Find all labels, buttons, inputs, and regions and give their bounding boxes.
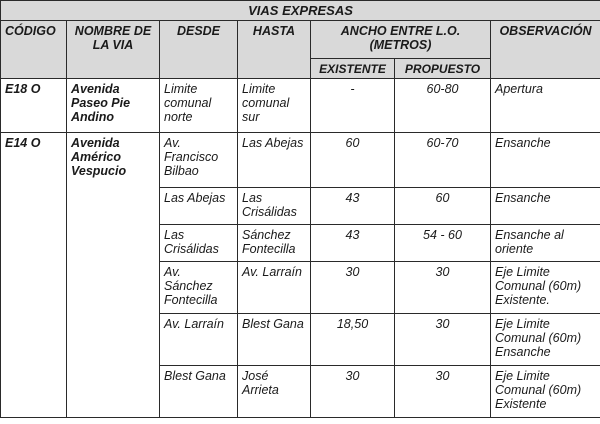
cell-existente: 43 bbox=[311, 188, 395, 225]
cell-desde: Las Crisálidas bbox=[160, 225, 238, 262]
header-hasta: HASTA bbox=[238, 21, 311, 79]
cell-hasta: Blest Gana bbox=[238, 314, 311, 366]
table-row bbox=[1, 79, 600, 133]
cell-codigo: E14 O bbox=[1, 133, 67, 418]
cell-desde: Av. Larraín bbox=[160, 314, 238, 366]
cell-nombre-via: Avenida Américo Vespucio bbox=[67, 133, 160, 418]
cell-observacion: Eje Limite Comunal (60m) Existente. bbox=[491, 262, 600, 314]
header-ancho: ANCHO ENTRE L.O. (METROS) bbox=[311, 21, 491, 59]
header-row bbox=[1, 21, 600, 59]
cell-propuesto: 60-70 bbox=[395, 133, 491, 188]
cell-desde: Las Abejas bbox=[160, 188, 238, 225]
cell-hasta: Las Crisálidas bbox=[238, 188, 311, 225]
cell-propuesto: 30 bbox=[395, 262, 491, 314]
header-codigo: CÓDIGO bbox=[1, 21, 67, 79]
cell-hasta: Av. Larraín bbox=[238, 262, 311, 314]
header-nombre-via: NOMBRE DE LA VIA bbox=[67, 21, 160, 79]
cell-nombre-via: Avenida Paseo Pie Andino bbox=[67, 79, 160, 133]
table-row bbox=[1, 133, 600, 188]
cell-desde: Blest Gana bbox=[160, 366, 238, 418]
cell-desde: Av. Francisco Bilbao bbox=[160, 133, 238, 188]
cell-existente: - bbox=[311, 79, 395, 133]
cell-observacion: Apertura bbox=[491, 79, 600, 133]
header-desde: DESDE bbox=[160, 21, 238, 79]
table-title: VIAS EXPRESAS bbox=[1, 1, 600, 21]
cell-observacion: Eje Limite Comunal (60m) Ensanche bbox=[491, 314, 600, 366]
cell-desde: Av. Sánchez Fontecilla bbox=[160, 262, 238, 314]
cell-propuesto: 30 bbox=[395, 366, 491, 418]
cell-propuesto: 60 bbox=[395, 188, 491, 225]
cell-hasta: Las Abejas bbox=[238, 133, 311, 188]
header-propuesto: PROPUESTO bbox=[395, 59, 491, 79]
cell-observacion: Ensanche al oriente bbox=[491, 225, 600, 262]
header-observacion: OBSERVACIÓN bbox=[491, 21, 600, 79]
cell-propuesto: 54 - 60 bbox=[395, 225, 491, 262]
cell-existente: 60 bbox=[311, 133, 395, 188]
header-existente: EXISTENTE bbox=[311, 59, 395, 79]
cell-propuesto: 30 bbox=[395, 314, 491, 366]
cell-existente: 30 bbox=[311, 262, 395, 314]
cell-existente: 18,50 bbox=[311, 314, 395, 366]
cell-hasta: José Arrieta bbox=[238, 366, 311, 418]
cell-observacion: Eje Limite Comunal (60m) Existente bbox=[491, 366, 600, 418]
cell-desde: Limite comunal norte bbox=[160, 79, 238, 133]
table-body bbox=[1, 79, 600, 418]
table-title-row bbox=[1, 1, 600, 21]
cell-hasta: Limite comunal sur bbox=[238, 79, 311, 133]
cell-codigo: E18 O bbox=[1, 79, 67, 133]
cell-existente: 43 bbox=[311, 225, 395, 262]
cell-hasta: Sánchez Fontecilla bbox=[238, 225, 311, 262]
cell-propuesto: 60-80 bbox=[395, 79, 491, 133]
cell-existente: 30 bbox=[311, 366, 395, 418]
cell-observacion: Ensanche bbox=[491, 133, 600, 188]
cell-observacion: Ensanche bbox=[491, 188, 600, 225]
